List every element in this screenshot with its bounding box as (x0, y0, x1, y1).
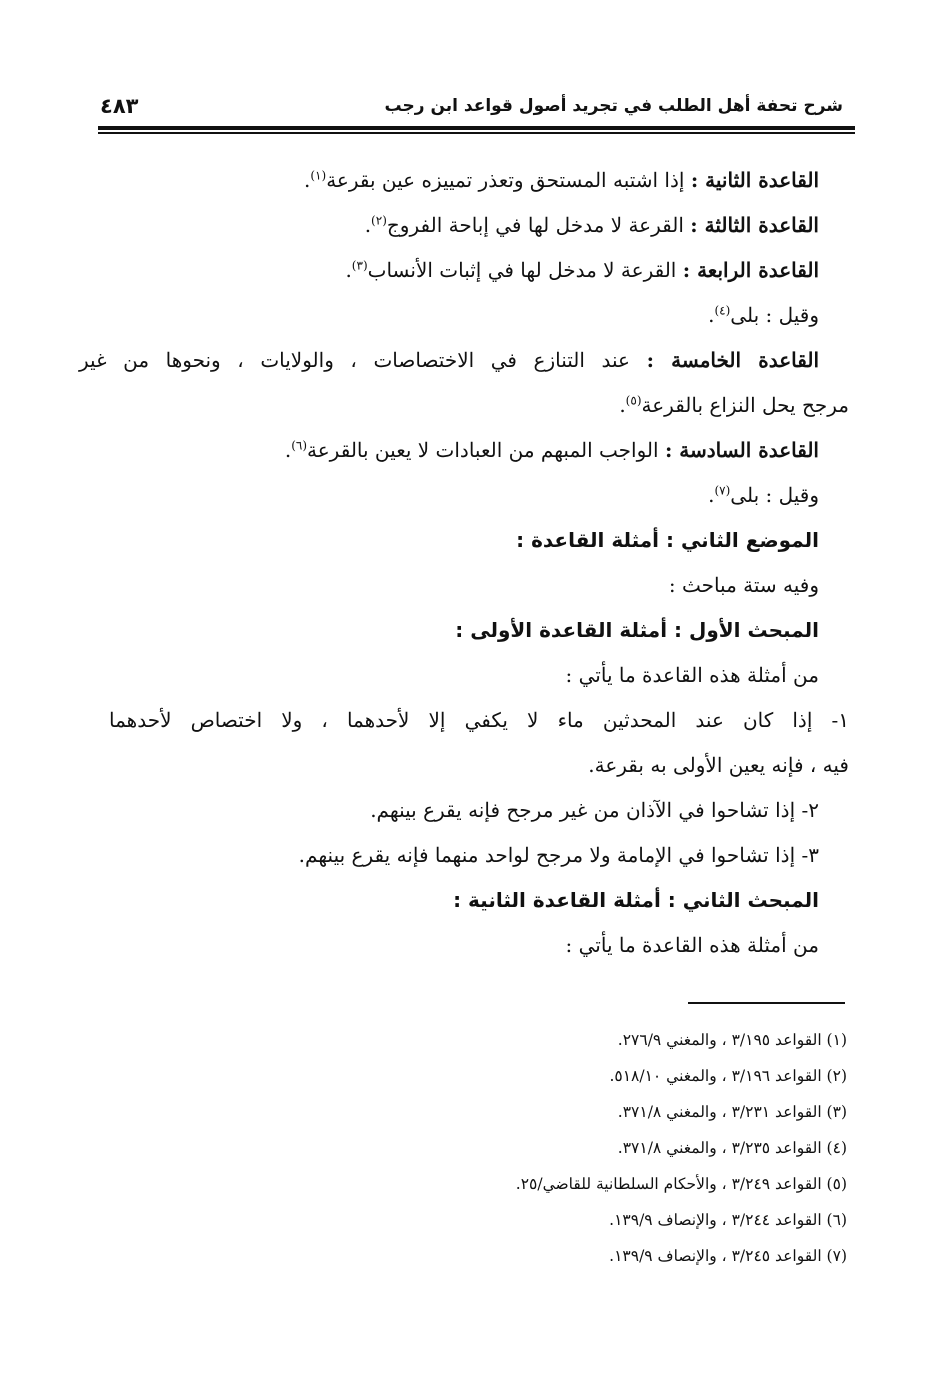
footnote-separator (688, 1002, 845, 1004)
footnote-item: (٦) القواعد ٣/٢٤٤ ، والإنصاف ١٣٩/٩. (609, 1211, 847, 1229)
footnote-item: (١) القواعد ٣/١٩٥ ، والمغني ٢٧٦/٩. (617, 1031, 847, 1049)
footnote-item: (٤) القواعد ٣/٢٣٥ ، والمغني ٣٧١/٨. (617, 1139, 847, 1157)
paragraph-line: من أمثلة هذه القاعدة ما يأتي : (565, 663, 819, 687)
rule-text: عند التنازع في الاختصاصات ، والولايات ، ونحوها من غير (79, 348, 647, 372)
footnote-ref[interactable]: (٧) (714, 483, 731, 498)
footnote-ref[interactable]: (٤) (714, 303, 731, 318)
line-text: وقيل : بلى (730, 483, 819, 507)
book-title: شرح تحفة أهل الطلب في تجريد أصول قواعد ابن رجب (384, 96, 843, 116)
rule-4-line (97, 248, 819, 293)
rule-text: إذا اشتبه المستحق وتعذر تمييزه عين بقرعة (326, 168, 691, 192)
rule-label: القاعدة الخامسة : (646, 348, 820, 372)
rule-5-line (79, 338, 819, 383)
line-end: . (708, 303, 715, 327)
subsection-heading: المبحث الثاني : أمثلة القاعدة الثانية : (453, 888, 819, 912)
paragraph-line: من أمثلة هذه القاعدة ما يأتي : (565, 933, 819, 957)
paragraph-line: وفيه ستة مباحث : (668, 573, 819, 597)
section-heading: الموضع الثاني : أمثلة القاعدة : (516, 528, 819, 552)
alt-opinion-line (97, 473, 819, 518)
line-text: وقيل : بلى (730, 303, 819, 327)
line-end: . (619, 393, 626, 417)
rule-6-line (97, 428, 819, 473)
footnote-item: (٢) القواعد ٣/١٩٦ ، والمغني ٥١٨/١٠. (609, 1067, 847, 1085)
rule-3-line (97, 203, 819, 248)
header-rule-thick (98, 126, 855, 130)
line-end: . (345, 258, 352, 282)
footnote-ref[interactable]: (١) (310, 168, 327, 183)
line-end: . (304, 168, 311, 192)
example-3-line: ٣- إذا تشاحوا في الإمامة ولا مرجح لواحد منهما فإنه يقرع بينهم. (298, 843, 819, 867)
rule-label: القاعدة السادسة : (664, 438, 819, 462)
rule-5-continuation (97, 383, 849, 428)
page-number: ٤٨٣ (100, 94, 139, 118)
line-end: . (284, 438, 292, 462)
rule-text: القرعة لا مدخل لها في إثبات الأنساب (367, 258, 683, 282)
example-1-line: ١- إذا كان عند المحدثين ماء لا يكفي إلا لأحدهما ، ولا اختصاص لأحدهما (109, 708, 849, 732)
rule-label: القاعدة الرابعة : (682, 258, 819, 282)
footnote-item: (٥) القواعد ٣/٢٤٩ ، والأحكام السلطانية للقاضي/٢٥. (515, 1175, 847, 1193)
rule-label: القاعدة الثالثة : (690, 213, 819, 237)
example-2-line: ٢- إذا تشاحوا في الآذان من غير مرجح فإنه يقرع بينهم. (370, 798, 819, 822)
example-1-continuation: فيه ، فإنه يعين الأولى به بقرعة. (588, 753, 849, 777)
header-rule-thin (98, 132, 855, 134)
footnote-ref[interactable]: (٥) (625, 393, 642, 408)
rule-2-line (97, 158, 819, 203)
rule-label: القاعدة الثانية : (690, 168, 819, 192)
footnote-item: (٣) القواعد ٣/٢٣١ ، والمغني ٣٧١/٨. (617, 1103, 847, 1121)
footnote-ref[interactable]: (٣) (351, 258, 368, 273)
main-text (79, 158, 849, 968)
footnote-ref[interactable]: (٢) (371, 213, 387, 228)
line-end: . (364, 213, 372, 237)
footnote-item: (٧) القواعد ٣/٢٤٥ ، والإنصاف ١٣٩/٩. (609, 1247, 847, 1265)
footnote-ref[interactable]: (٦) (291, 438, 308, 453)
subsection-heading: المبحث الأول : أمثلة القاعدة الأولى : (455, 618, 819, 642)
footnotes (247, 1022, 847, 1274)
alt-opinion-line (97, 293, 819, 338)
running-header (100, 86, 843, 126)
line-end: . (708, 483, 715, 507)
line-text: مرجح يحل النزاع بالقرعة (641, 393, 849, 417)
rule-text: القرعة لا مدخل لها في إباحة الفروج (386, 213, 691, 237)
rule-text: الواجب المبهم من العبادات لا يعين بالقرعة (307, 438, 665, 462)
